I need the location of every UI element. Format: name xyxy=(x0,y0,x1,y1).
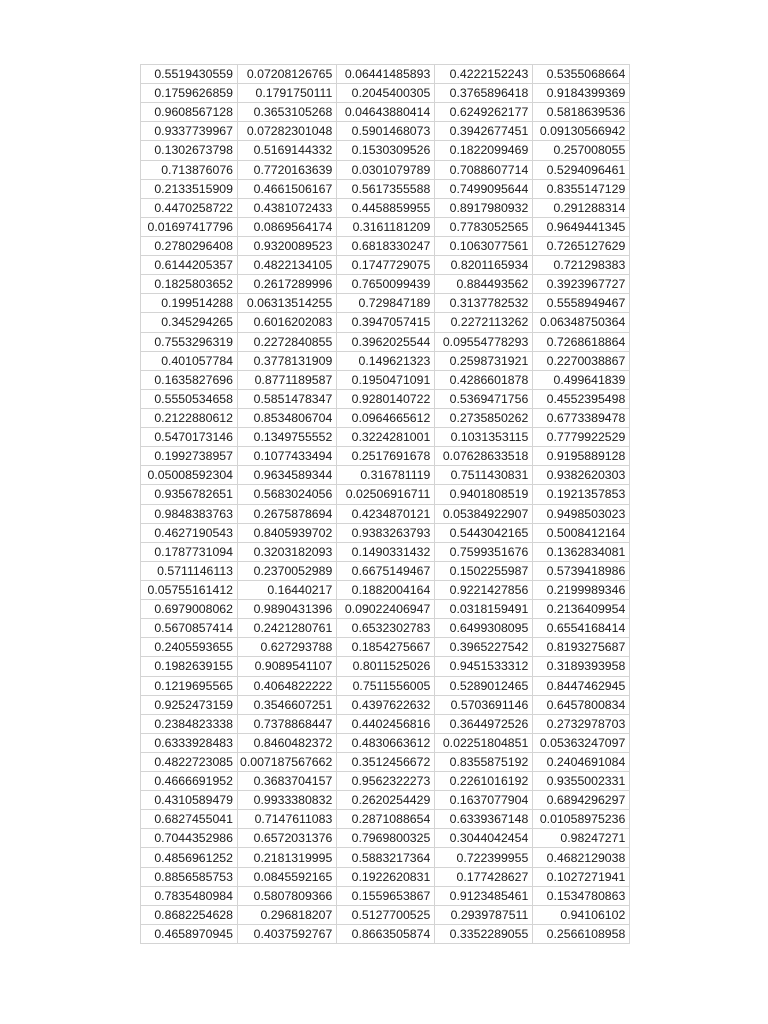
table-cell[interactable]: 0.5617355588 xyxy=(337,179,435,198)
table-cell[interactable]: 0.1922620831 xyxy=(337,867,435,886)
table-cell[interactable]: 0.94106102 xyxy=(533,905,630,924)
table-row xyxy=(141,580,630,599)
table-cell[interactable]: 0.4064822222 xyxy=(238,676,337,695)
table-row xyxy=(141,504,630,523)
table-row xyxy=(141,886,630,905)
table-cell[interactable]: 0.4381072433 xyxy=(238,198,337,217)
table-cell[interactable]: 0.0318159491 xyxy=(435,600,533,619)
table-cell[interactable]: 0.5355068664 xyxy=(533,65,630,84)
table-cell[interactable]: 0.3965227542 xyxy=(435,638,533,657)
table-cell[interactable]: 0.9337739967 xyxy=(141,122,238,141)
table-cell[interactable]: 0.9221427856 xyxy=(435,580,533,599)
table-row xyxy=(141,370,630,389)
table-row xyxy=(141,924,630,943)
table-cell[interactable]: 0.1502255987 xyxy=(435,561,533,580)
table-cell[interactable]: 0.1787731094 xyxy=(141,542,238,561)
table-cell[interactable]: 0.6979008062 xyxy=(141,600,238,619)
table-body xyxy=(141,65,630,944)
table-cell[interactable]: 0.7088607714 xyxy=(435,160,533,179)
table-cell[interactable]: 0.1950471091 xyxy=(337,370,435,389)
table-cell[interactable]: 0.291288314 xyxy=(533,198,630,217)
table-cell[interactable]: 0.401057784 xyxy=(141,351,238,370)
table-cell[interactable]: 0.9356782651 xyxy=(141,485,238,504)
table-cell[interactable]: 0.2871088654 xyxy=(337,810,435,829)
table-cell[interactable]: 0.8405939702 xyxy=(238,523,337,542)
table-cell[interactable]: 0.3947057415 xyxy=(337,313,435,332)
table-cell[interactable]: 0.9184399369 xyxy=(533,84,630,103)
table-cell[interactable]: 0.5008412164 xyxy=(533,523,630,542)
table-row xyxy=(141,236,630,255)
table-cell[interactable]: 0.06441485893 xyxy=(337,65,435,84)
table-cell[interactable]: 0.3224281001 xyxy=(337,428,435,447)
table-cell[interactable]: 0.713876076 xyxy=(141,160,238,179)
table-cell[interactable]: 0.04643880414 xyxy=(337,103,435,122)
table-cell[interactable]: 0.4397622632 xyxy=(337,695,435,714)
table-cell[interactable]: 0.2566108958 xyxy=(533,924,630,943)
table-cell[interactable]: 0.4822134105 xyxy=(238,256,337,275)
table-cell[interactable]: 0.7268618864 xyxy=(533,332,630,351)
table-cell[interactable]: 0.05755161412 xyxy=(141,580,238,599)
table-cell[interactable]: 0.7779922529 xyxy=(533,428,630,447)
table-cell[interactable]: 0.5851478347 xyxy=(238,389,337,408)
table-cell[interactable]: 0.5683024056 xyxy=(238,485,337,504)
table-cell[interactable]: 0.7265127629 xyxy=(533,236,630,255)
table-cell[interactable]: 0.3683704157 xyxy=(238,772,337,791)
table-cell[interactable]: 0.4037592767 xyxy=(238,924,337,943)
table-cell[interactable]: 0.5470173146 xyxy=(141,428,238,447)
table-cell[interactable]: 0.2199989346 xyxy=(533,580,630,599)
table-cell[interactable]: 0.6675149467 xyxy=(337,561,435,580)
table-cell[interactable]: 0.4234870121 xyxy=(337,504,435,523)
table-cell[interactable]: 0.1534780863 xyxy=(533,886,630,905)
table-cell[interactable]: 0.07628633518 xyxy=(435,447,533,466)
table-cell[interactable]: 0.1063077561 xyxy=(435,236,533,255)
table-row xyxy=(141,65,630,84)
table-cell[interactable]: 0.3644972526 xyxy=(435,714,533,733)
table-row xyxy=(141,695,630,714)
table-cell[interactable]: 0.1031353115 xyxy=(435,428,533,447)
table-cell[interactable]: 0.9608567128 xyxy=(141,103,238,122)
table-cell[interactable]: 0.5169144332 xyxy=(238,141,337,160)
table-row xyxy=(141,829,630,848)
table-cell[interactable]: 0.4666691952 xyxy=(141,772,238,791)
table-row xyxy=(141,428,630,447)
table-cell[interactable]: 0.9355002331 xyxy=(533,772,630,791)
table-cell[interactable]: 0.9382620303 xyxy=(533,466,630,485)
table-cell[interactable]: 0.5670857414 xyxy=(141,619,238,638)
table-cell[interactable]: 0.7511430831 xyxy=(435,466,533,485)
table-cell[interactable]: 0.7511556005 xyxy=(337,676,435,695)
table-cell[interactable]: 0.5711146113 xyxy=(141,561,238,580)
table-cell[interactable]: 0.199514288 xyxy=(141,294,238,313)
table-cell[interactable]: 0.9195889128 xyxy=(533,447,630,466)
table-cell[interactable]: 0.8447462945 xyxy=(533,676,630,695)
table-row xyxy=(141,905,630,924)
table-cell[interactable]: 0.7599351676 xyxy=(435,542,533,561)
table-cell[interactable]: 0.1854275667 xyxy=(337,638,435,657)
table-row xyxy=(141,752,630,771)
table-cell[interactable]: 0.3189393958 xyxy=(533,657,630,676)
table-cell[interactable]: 0.149621323 xyxy=(337,351,435,370)
table-cell[interactable]: 0.6339367148 xyxy=(435,810,533,829)
table-cell[interactable]: 0.4470258722 xyxy=(141,198,238,217)
table-cell[interactable]: 0.9123485461 xyxy=(435,886,533,905)
table-cell[interactable]: 0.5883217364 xyxy=(337,848,435,867)
table-cell[interactable]: 0.1921357853 xyxy=(533,485,630,504)
table-cell[interactable]: 0.1635827696 xyxy=(141,370,238,389)
table-cell[interactable]: 0.4627190543 xyxy=(141,523,238,542)
table-cell[interactable]: 0.06348750364 xyxy=(533,313,630,332)
table-cell[interactable]: 0.6144205357 xyxy=(141,256,238,275)
table-cell[interactable]: 0.4822723085 xyxy=(141,752,238,771)
table-cell[interactable]: 0.2620254429 xyxy=(337,791,435,810)
table-cell[interactable]: 0.9848383763 xyxy=(141,504,238,523)
table-cell[interactable]: 0.01697417796 xyxy=(141,217,238,236)
table-cell[interactable]: 0.1982639155 xyxy=(141,657,238,676)
table-cell[interactable]: 0.2675878694 xyxy=(238,504,337,523)
table-cell[interactable]: 0.5550534658 xyxy=(141,389,238,408)
table-cell[interactable]: 0.1559653867 xyxy=(337,886,435,905)
table-cell[interactable]: 0.2270038867 xyxy=(533,351,630,370)
table-cell[interactable]: 0.5289012465 xyxy=(435,676,533,695)
table-cell[interactable]: 0.627293788 xyxy=(238,638,337,657)
table-row xyxy=(141,848,630,867)
table-row xyxy=(141,714,630,733)
table-cell[interactable]: 0.1637077904 xyxy=(435,791,533,810)
table-cell[interactable]: 0.6333928483 xyxy=(141,733,238,752)
table-cell[interactable]: 0.8917980932 xyxy=(435,198,533,217)
table-cell[interactable]: 0.2732978703 xyxy=(533,714,630,733)
table-cell[interactable]: 0.1362834081 xyxy=(533,542,630,561)
table-cell[interactable]: 0.6818330247 xyxy=(337,236,435,255)
table-cell[interactable]: 0.2272113262 xyxy=(435,313,533,332)
table-cell[interactable]: 0.98247271 xyxy=(533,829,630,848)
table-cell[interactable]: 0.09022406947 xyxy=(337,600,435,619)
table-cell[interactable]: 0.8663505874 xyxy=(337,924,435,943)
table-cell[interactable]: 0.02506916711 xyxy=(337,485,435,504)
table-cell[interactable]: 0.09130566942 xyxy=(533,122,630,141)
table-cell[interactable]: 0.8355147129 xyxy=(533,179,630,198)
table-cell[interactable]: 0.3161181209 xyxy=(337,217,435,236)
table-cell[interactable]: 0.0845592165 xyxy=(238,867,337,886)
table-cell[interactable]: 0.4286601878 xyxy=(435,370,533,389)
table-cell[interactable]: 0.5807809366 xyxy=(238,886,337,905)
table-cell[interactable]: 0.01058975236 xyxy=(533,810,630,829)
table-cell[interactable]: 0.1077433494 xyxy=(238,447,337,466)
table-cell[interactable]: 0.0869564174 xyxy=(238,217,337,236)
table-cell[interactable]: 0.5519430559 xyxy=(141,65,238,84)
table-cell[interactable]: 0.7650099439 xyxy=(337,275,435,294)
table-cell[interactable]: 0.4458859955 xyxy=(337,198,435,217)
table-cell[interactable]: 0.4552395498 xyxy=(533,389,630,408)
table-cell[interactable]: 0.4222152243 xyxy=(435,65,533,84)
table-cell[interactable]: 0.3512456672 xyxy=(337,752,435,771)
table-row xyxy=(141,466,630,485)
table-row xyxy=(141,619,630,638)
table-cell[interactable]: 0.9933380832 xyxy=(238,791,337,810)
table-cell[interactable]: 0.5558949467 xyxy=(533,294,630,313)
table-cell[interactable]: 0.6554168414 xyxy=(533,619,630,638)
table-cell[interactable]: 0.1530309526 xyxy=(337,141,435,160)
table-cell[interactable]: 0.6249262177 xyxy=(435,103,533,122)
table-row xyxy=(141,217,630,236)
table-row xyxy=(141,600,630,619)
table-cell[interactable]: 0.4310589479 xyxy=(141,791,238,810)
table-cell[interactable]: 0.0964665612 xyxy=(337,408,435,427)
table-cell[interactable]: 0.007187567662 xyxy=(238,752,337,771)
table-cell[interactable]: 0.2405593655 xyxy=(141,638,238,657)
table-cell[interactable]: 0.5818639536 xyxy=(533,103,630,122)
table-cell[interactable]: 0.9320089523 xyxy=(238,236,337,255)
table-cell[interactable]: 0.7553296319 xyxy=(141,332,238,351)
table-cell[interactable]: 0.884493562 xyxy=(435,275,533,294)
table-cell[interactable]: 0.345294265 xyxy=(141,313,238,332)
table-cell[interactable]: 0.2133515909 xyxy=(141,179,238,198)
table-cell[interactable]: 0.9649441345 xyxy=(533,217,630,236)
table-cell[interactable]: 0.6773389478 xyxy=(533,408,630,427)
table-cell[interactable]: 0.16440217 xyxy=(238,580,337,599)
table-cell[interactable]: 0.0301079789 xyxy=(337,160,435,179)
table-cell[interactable]: 0.05363247097 xyxy=(533,733,630,752)
table-cell[interactable]: 0.8355875192 xyxy=(435,752,533,771)
table-cell[interactable]: 0.296818207 xyxy=(238,905,337,924)
table-cell[interactable]: 0.05008592304 xyxy=(141,466,238,485)
table-cell[interactable]: 0.2780296408 xyxy=(141,236,238,255)
table-cell[interactable]: 0.7969800325 xyxy=(337,829,435,848)
table-cell[interactable]: 0.06313514255 xyxy=(238,294,337,313)
table-cell[interactable]: 0.6572031376 xyxy=(238,829,337,848)
table-cell[interactable]: 0.5703691146 xyxy=(435,695,533,714)
table-cell[interactable]: 0.9498503023 xyxy=(533,504,630,523)
table-row xyxy=(141,561,630,580)
table-cell[interactable]: 0.1747729075 xyxy=(337,256,435,275)
table-cell[interactable]: 0.7147611083 xyxy=(238,810,337,829)
data-table xyxy=(140,64,630,944)
table-cell[interactable]: 0.1759626859 xyxy=(141,84,238,103)
table-row xyxy=(141,256,630,275)
table-row xyxy=(141,542,630,561)
table-row xyxy=(141,408,630,427)
table-row xyxy=(141,791,630,810)
table-cell[interactable]: 0.7835480984 xyxy=(141,886,238,905)
table-row xyxy=(141,313,630,332)
table-cell[interactable]: 0.2617289996 xyxy=(238,275,337,294)
table-cell[interactable]: 0.6457800834 xyxy=(533,695,630,714)
table-row xyxy=(141,122,630,141)
table-cell[interactable]: 0.09554778293 xyxy=(435,332,533,351)
table-cell[interactable]: 0.5443042165 xyxy=(435,523,533,542)
table-cell[interactable]: 0.2370052989 xyxy=(238,561,337,580)
table-cell[interactable]: 0.9383263793 xyxy=(337,523,435,542)
table-row xyxy=(141,657,630,676)
table-row xyxy=(141,523,630,542)
table-cell[interactable]: 0.4830663612 xyxy=(337,733,435,752)
table-cell[interactable]: 0.7378868447 xyxy=(238,714,337,733)
table-cell[interactable]: 0.05384922907 xyxy=(435,504,533,523)
table-cell[interactable]: 0.07282301048 xyxy=(238,122,337,141)
table-cell[interactable]: 0.1302673798 xyxy=(141,141,238,160)
table-cell[interactable]: 0.9562322273 xyxy=(337,772,435,791)
table-row xyxy=(141,198,630,217)
table-row xyxy=(141,103,630,122)
table-row xyxy=(141,772,630,791)
table-row xyxy=(141,294,630,313)
table-row xyxy=(141,275,630,294)
table-cell[interactable]: 0.3923967727 xyxy=(533,275,630,294)
table-cell[interactable]: 0.1791750111 xyxy=(238,84,337,103)
table-cell[interactable]: 0.1490331432 xyxy=(337,542,435,561)
table-row xyxy=(141,485,630,504)
table-row xyxy=(141,733,630,752)
table-cell[interactable]: 0.5127700525 xyxy=(337,905,435,924)
table-row xyxy=(141,179,630,198)
table-cell[interactable]: 0.8011525026 xyxy=(337,657,435,676)
table-cell[interactable]: 0.1882004164 xyxy=(337,580,435,599)
table-cell[interactable]: 0.2939787511 xyxy=(435,905,533,924)
table-cell[interactable]: 0.8201165934 xyxy=(435,256,533,275)
table-cell[interactable]: 0.3137782532 xyxy=(435,294,533,313)
table-cell[interactable]: 0.9280140722 xyxy=(337,389,435,408)
table-cell[interactable]: 0.2261016192 xyxy=(435,772,533,791)
table-cell[interactable]: 0.02251804851 xyxy=(435,733,533,752)
table-cell[interactable]: 0.7499095644 xyxy=(435,179,533,198)
table-cell[interactable]: 0.9451533312 xyxy=(435,657,533,676)
table-cell[interactable]: 0.8193275687 xyxy=(533,638,630,657)
table-cell[interactable]: 0.4658970945 xyxy=(141,924,238,943)
table-cell[interactable]: 0.3962025544 xyxy=(337,332,435,351)
table-cell[interactable]: 0.2384823338 xyxy=(141,714,238,733)
table-cell[interactable]: 0.5294096461 xyxy=(533,160,630,179)
table-cell[interactable]: 0.3765896418 xyxy=(435,84,533,103)
table-cell[interactable]: 0.4682129038 xyxy=(533,848,630,867)
table-cell[interactable]: 0.1027271941 xyxy=(533,867,630,886)
table-cell[interactable]: 0.8771189587 xyxy=(238,370,337,389)
table-cell[interactable]: 0.2421280761 xyxy=(238,619,337,638)
table-cell[interactable]: 0.1825803652 xyxy=(141,275,238,294)
table-cell[interactable]: 0.177428627 xyxy=(435,867,533,886)
table-cell[interactable]: 0.721298383 xyxy=(533,256,630,275)
table-row xyxy=(141,389,630,408)
table-cell[interactable]: 0.2404691084 xyxy=(533,752,630,771)
table-cell[interactable]: 0.499641839 xyxy=(533,370,630,389)
table-cell[interactable]: 0.5739418986 xyxy=(533,561,630,580)
table-cell[interactable]: 0.3653105268 xyxy=(238,103,337,122)
table-cell[interactable]: 0.4402456816 xyxy=(337,714,435,733)
table-cell[interactable]: 0.2598731921 xyxy=(435,351,533,370)
table-cell[interactable]: 0.2272840855 xyxy=(238,332,337,351)
table-cell[interactable]: 0.9890431396 xyxy=(238,600,337,619)
table-cell[interactable]: 0.316781119 xyxy=(337,466,435,485)
table-cell[interactable]: 0.1349755552 xyxy=(238,428,337,447)
table-cell[interactable]: 0.9634589344 xyxy=(238,466,337,485)
table-cell[interactable]: 0.2122880612 xyxy=(141,408,238,427)
table-cell[interactable]: 0.729847189 xyxy=(337,294,435,313)
table-cell[interactable]: 0.6016202083 xyxy=(238,313,337,332)
table-row xyxy=(141,867,630,886)
table-cell[interactable]: 0.3778131909 xyxy=(238,351,337,370)
table-cell[interactable]: 0.2735850262 xyxy=(435,408,533,427)
table-cell[interactable]: 0.2045400305 xyxy=(337,84,435,103)
table-cell[interactable]: 0.257008055 xyxy=(533,141,630,160)
table-row xyxy=(141,351,630,370)
table-cell[interactable]: 0.6827455041 xyxy=(141,810,238,829)
table-row xyxy=(141,638,630,657)
table-cell[interactable]: 0.722399955 xyxy=(435,848,533,867)
table-cell[interactable]: 0.07208126765 xyxy=(238,65,337,84)
table-cell[interactable]: 0.6532302783 xyxy=(337,619,435,638)
table-row xyxy=(141,447,630,466)
table-cell[interactable]: 0.8856585753 xyxy=(141,867,238,886)
table-cell[interactable]: 0.5901468073 xyxy=(337,122,435,141)
table-cell[interactable]: 0.8534806704 xyxy=(238,408,337,427)
table-cell[interactable]: 0.3203182093 xyxy=(238,542,337,561)
table-cell[interactable]: 0.5369471756 xyxy=(435,389,533,408)
table-row xyxy=(141,160,630,179)
table-cell[interactable]: 0.8460482372 xyxy=(238,733,337,752)
table-cell[interactable]: 0.4661506167 xyxy=(238,179,337,198)
table-cell[interactable]: 0.6499308095 xyxy=(435,619,533,638)
table-cell[interactable]: 0.7783052565 xyxy=(435,217,533,236)
table-cell[interactable]: 0.7044352986 xyxy=(141,829,238,848)
table-cell[interactable]: 0.2181319995 xyxy=(238,848,337,867)
table-row xyxy=(141,141,630,160)
table-cell[interactable]: 0.1992738957 xyxy=(141,447,238,466)
table-cell[interactable]: 0.8682254628 xyxy=(141,905,238,924)
table-cell[interactable]: 0.1822099469 xyxy=(435,141,533,160)
table-cell[interactable]: 0.9252473159 xyxy=(141,695,238,714)
table-cell[interactable]: 0.1219695565 xyxy=(141,676,238,695)
table-cell[interactable]: 0.3044042454 xyxy=(435,829,533,848)
table-cell[interactable]: 0.3352289055 xyxy=(435,924,533,943)
table-cell[interactable]: 0.4856961252 xyxy=(141,848,238,867)
table-cell[interactable]: 0.2136409954 xyxy=(533,600,630,619)
table-row xyxy=(141,332,630,351)
table-cell[interactable]: 0.9401808519 xyxy=(435,485,533,504)
table-row xyxy=(141,84,630,103)
table-cell[interactable]: 0.9089541107 xyxy=(238,657,337,676)
table-row xyxy=(141,676,630,695)
table-cell[interactable]: 0.3942677451 xyxy=(435,122,533,141)
table-cell[interactable]: 0.2517691678 xyxy=(337,447,435,466)
table-cell[interactable]: 0.7720163639 xyxy=(238,160,337,179)
table-row xyxy=(141,810,630,829)
table-cell[interactable]: 0.3546607251 xyxy=(238,695,337,714)
table-cell[interactable]: 0.6894296297 xyxy=(533,791,630,810)
